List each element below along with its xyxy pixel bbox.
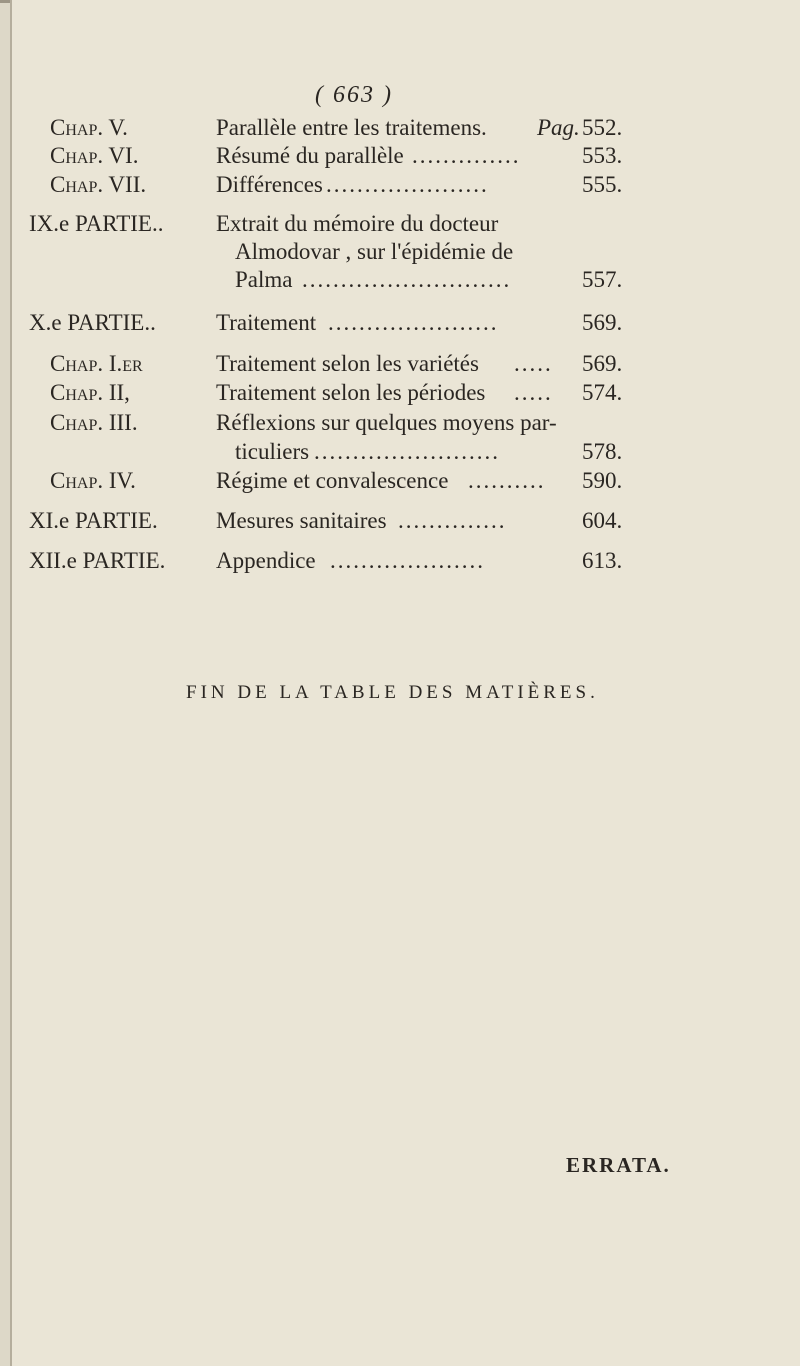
toc-entry-title: Mesures sanitaires [216, 508, 387, 533]
toc-entry-title: Différences [216, 172, 323, 197]
toc-leader-dots: ..... [514, 351, 553, 376]
toc-entry-label: Chap. VI. [50, 143, 139, 168]
toc-entry-page: 578. [582, 439, 623, 464]
toc-leader-dots: ...................... [328, 310, 499, 335]
toc-entry-label: IX.e PARTIE.. [29, 211, 164, 236]
page-number: ( 663 ) [315, 82, 393, 108]
toc-entry-label: X.e PARTIE.. [29, 310, 156, 335]
toc-entry-page: 552. [582, 115, 623, 140]
toc-entry-title: Réflexions sur quelques moyens par- [216, 410, 557, 435]
toc-entry-label: Chap. VII. [50, 172, 147, 197]
toc-entry-page: 574. [582, 380, 623, 405]
toc-leader-dots: ..... [514, 380, 553, 405]
toc-leader-dots: ........................... [302, 267, 512, 292]
toc-entry-page: 569. [582, 310, 623, 335]
errata-heading: ERRATA. [566, 1153, 671, 1177]
toc-leader-dots: .................... [330, 548, 485, 573]
toc-entry-label: XI.e PARTIE. [29, 508, 158, 533]
toc-entry-title: Extrait du mémoire du docteur [216, 211, 499, 236]
toc-entry-label: XII.e PARTIE. [29, 548, 166, 573]
toc-entry-label: Chap. III. [50, 410, 138, 435]
toc-entry-title: Traitement selon les périodes [216, 380, 486, 405]
toc-leader-dots: .............. [398, 508, 507, 533]
toc-entry-page: 604. [582, 508, 623, 533]
toc-entry-page: 553. [582, 143, 623, 168]
toc-entry-label: Chap. II, [50, 380, 130, 405]
toc-entry-page: 613. [582, 548, 623, 573]
toc-entry-page: 569. [582, 351, 623, 376]
toc-entry-page: 557. [582, 267, 623, 292]
toc-entry-pag: Pag. [537, 115, 580, 140]
toc-entry-title: ticuliers [235, 439, 310, 464]
toc-entry-title: Régime et convalescence [216, 468, 449, 493]
toc-entry-title: Almodovar , sur l'épidémie de [235, 239, 514, 264]
toc-entry-title: Traitement [216, 310, 317, 335]
toc-entry-title: Traitement selon les variétés [216, 351, 479, 376]
book-page [10, 0, 800, 1366]
toc-leader-dots: .............. [412, 143, 521, 168]
toc-entry-page: 590. [582, 468, 623, 493]
toc-entry-label: Chap. IV. [50, 468, 136, 493]
toc-entry-page: 555. [582, 172, 623, 197]
toc-entry-title: Appendice [216, 548, 316, 573]
toc-entry-title: Palma [235, 267, 293, 292]
toc-leader-dots: ..................... [326, 172, 489, 197]
toc-entry-title: Parallèle entre les traitemens. [216, 115, 487, 140]
toc-entry-title: Résumé du parallèle [216, 143, 404, 168]
toc-leader-dots: .......... [468, 468, 546, 493]
toc-entry-label: Chap. V. [50, 115, 128, 140]
toc-entry-label: Chap. I.er [50, 351, 143, 376]
toc-leader-dots: ........................ [314, 439, 500, 464]
table-end-note: FIN DE LA TABLE DES MATIÈRES. [186, 682, 599, 703]
